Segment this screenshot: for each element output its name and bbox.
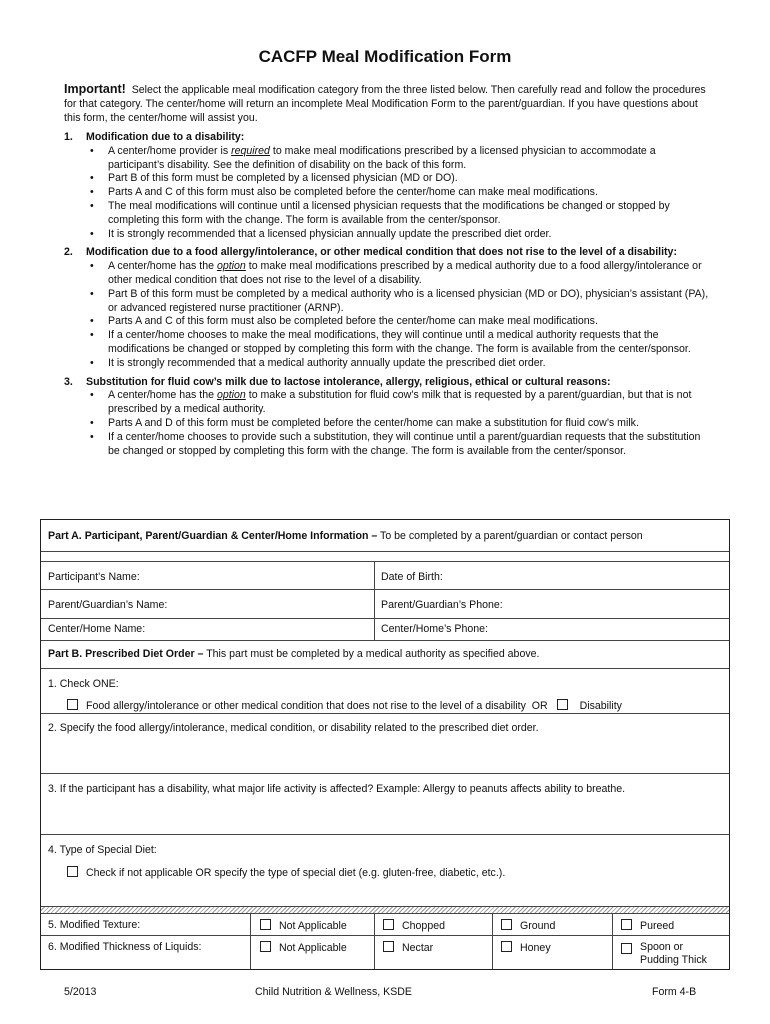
section-2 (64, 246, 712, 370)
guardian-phone-label: Parent/Guardian’s Phone: (381, 599, 503, 611)
participant-name-label: Participant’s Name: (48, 571, 140, 583)
list-item: • Parts A and D of this form must be completed before the center/home can make a substitution for fluid cow’s milk. (108, 417, 712, 431)
column-divider (374, 562, 375, 641)
section-heading: Substitution for fluid cow’s milk due to lactose intolerance, allergy, religious, ethical or cultural reasons: (86, 375, 611, 388)
disability-checkbox[interactable] (557, 699, 568, 710)
texture-pureed-checkbox[interactable] (621, 919, 632, 930)
disability-label: Disability (579, 700, 622, 712)
column-divider (374, 913, 375, 969)
section-number: 3. (64, 375, 73, 388)
list-item: • A center/home has the option to make meal modifications prescribed by a medical authority due to a food allergy/intolerance or other medical condition that does not rise to the level of a disability. (108, 260, 712, 288)
question-5-label: 5. Modified Texture: (48, 919, 141, 931)
or-label: OR (531, 700, 548, 712)
emphasis: option (216, 389, 246, 402)
section-number: 2. (64, 246, 73, 259)
question-1-label: 1. Check ONE: (48, 678, 119, 690)
liquids-honey-checkbox[interactable] (501, 941, 512, 952)
list-item: • Part B of this form must be completed by a medical authority who is a licensed physician (MD or DO), physician’s assistant (PA), or advanced registered nurse practitioner (ARNP). (108, 288, 712, 316)
question-2-label: 2. Specify the food allergy/intolerance, medical condition, or disability related to the prescribed diet order. (48, 722, 539, 734)
liquids-option-label: Nectar (402, 942, 434, 954)
guardian-name-label: Parent/Guardian’s Name: (48, 599, 168, 611)
list-item: • A center/home provider is required to make meal modifications prescribed by a licensed physician to accommodate a participant’s disability. See the definition of disability on the back of this form. (108, 145, 712, 173)
part-a-title: Part A. Participant, Parent/Guardian & Center/Home Information – (48, 530, 378, 542)
section-number: 1. (64, 131, 73, 143)
part-b-subtitle: This part must be completed by a medical authority as specified above. (203, 648, 540, 660)
liquids-option-label: Spoon or Pudding Thick (640, 941, 707, 966)
section-3 (64, 376, 712, 459)
guardian-row[interactable] (41, 590, 729, 619)
question-2[interactable] (41, 714, 729, 774)
liquids-spoon-thick-checkbox[interactable] (621, 943, 632, 954)
texture-option-label: Not Applicable (279, 920, 347, 932)
question-6-label: 6. Modified Thickness of Liquids: (48, 941, 202, 953)
question-5 (41, 913, 729, 936)
list-item: • If a center/home chooses to provide such a substitution, they will continue until a parent/guardian requests that the substitution be changed or stopped by completing this form with the change. The form is available from the center/sponsor. (108, 431, 712, 459)
list-item: • Parts A and C of this form must also be completed before the center/home can make meal modifications. (108, 315, 712, 329)
texture-option-label: Ground (520, 920, 556, 932)
texture-option-label: Pureed (640, 920, 675, 932)
list-item: • It is strongly recommended that a medical authority annually update the prescribed diet order. (108, 357, 712, 371)
form-table (40, 519, 730, 970)
center-row[interactable] (41, 619, 729, 641)
emphasis: option (216, 260, 246, 273)
participant-row[interactable] (41, 562, 729, 590)
list-item: • It is strongly recommended that a licensed physician annually update the prescribed diet order. (108, 228, 712, 242)
part-b-header (41, 641, 729, 669)
column-divider (250, 913, 251, 969)
center-phone-label: Center/Home’s Phone: (381, 623, 488, 635)
instructions (64, 131, 712, 463)
footer-date: 5/2013 (64, 986, 97, 998)
food-allergy-label: Food allergy/intolerance or other medical condition that does not rise to the level of a disability (86, 700, 526, 712)
special-diet-checkbox[interactable] (67, 866, 78, 877)
liquids-nectar-checkbox[interactable] (383, 941, 394, 952)
intro-text: Select the applicable meal modification category from the three listed below. Then carefully read and follow the procedures for that category. The center/home will return an incomplete Meal Modification Form to the parent/guardian. If you have questions about this form, the center/home will assist you. (64, 84, 706, 124)
section-heading: Modification due to a food allergy/intolerance, or other medical condition that does not rise to the level of a disability: (86, 246, 677, 259)
texture-option-label: Chopped (402, 920, 446, 932)
question-4 (41, 835, 729, 907)
dob-label: Date of Birth: (381, 571, 443, 583)
liquids-option-label: Honey (520, 942, 551, 954)
form-title: CACFP Meal Modification Form (258, 47, 512, 66)
list-item: • If a center/home chooses to make the meal modifications, they will continue until a medical authority requests that the modifications be changed or stopped by completing this form with the change. The form is available from the center/sponsor. (108, 329, 712, 357)
section-1 (64, 131, 712, 241)
part-b-title: Part B. Prescribed Diet Order – (48, 648, 204, 660)
special-diet-label: Check if not applicable OR specify the type of special diet (e.g. gluten-free, diabetic, etc.). (86, 867, 506, 879)
list-item: • Part B of this form must be completed by a licensed physician (MD or DO). (108, 172, 712, 186)
column-divider (492, 913, 493, 969)
question-1 (41, 669, 729, 714)
liquids-option-label: Not Applicable (279, 942, 347, 954)
intro-paragraph (64, 83, 712, 125)
texture-ground-checkbox[interactable] (501, 919, 512, 930)
part-a-subtitle: To be completed by a parent/guardian or contact person (377, 530, 643, 542)
texture-not-applicable-checkbox[interactable] (260, 919, 271, 930)
list-item: • A center/home has the option to make a substitution for fluid cow’s milk that is requested by a parent/guardian, but that is not prescribed by a medical authority. (108, 389, 712, 417)
list-item: • Parts A and C of this form must also be completed before the center/home can make meal modifications. (108, 186, 712, 200)
important-label: Important! (64, 82, 126, 96)
section-heading: Modification due to a disability: (86, 131, 245, 143)
part-a-header (41, 520, 729, 552)
texture-chopped-checkbox[interactable] (383, 919, 394, 930)
emphasis: required (231, 144, 270, 157)
spacer-row (41, 552, 729, 562)
footer-organization: Child Nutrition & Wellness, KSDE (255, 986, 413, 998)
footer-form-number: Form 4-B (652, 986, 697, 998)
list-item: • The meal modifications will continue until a licensed physician requests that the modifications be changed or stopped by completing this form with the change. The form is available from the center/sponsor. (108, 200, 712, 228)
question-6 (41, 936, 729, 969)
center-name-label: Center/Home Name: (48, 623, 146, 635)
question-3-label: 3. If the participant has a disability, what major life activity is affected? Example: Allergy to peanuts affects ability to breathe. (48, 783, 626, 795)
column-divider (612, 913, 613, 969)
question-3[interactable] (41, 774, 729, 835)
liquids-not-applicable-checkbox[interactable] (260, 941, 271, 952)
question-4-label: 4. Type of Special Diet: (48, 844, 157, 856)
food-allergy-checkbox[interactable] (67, 699, 78, 710)
